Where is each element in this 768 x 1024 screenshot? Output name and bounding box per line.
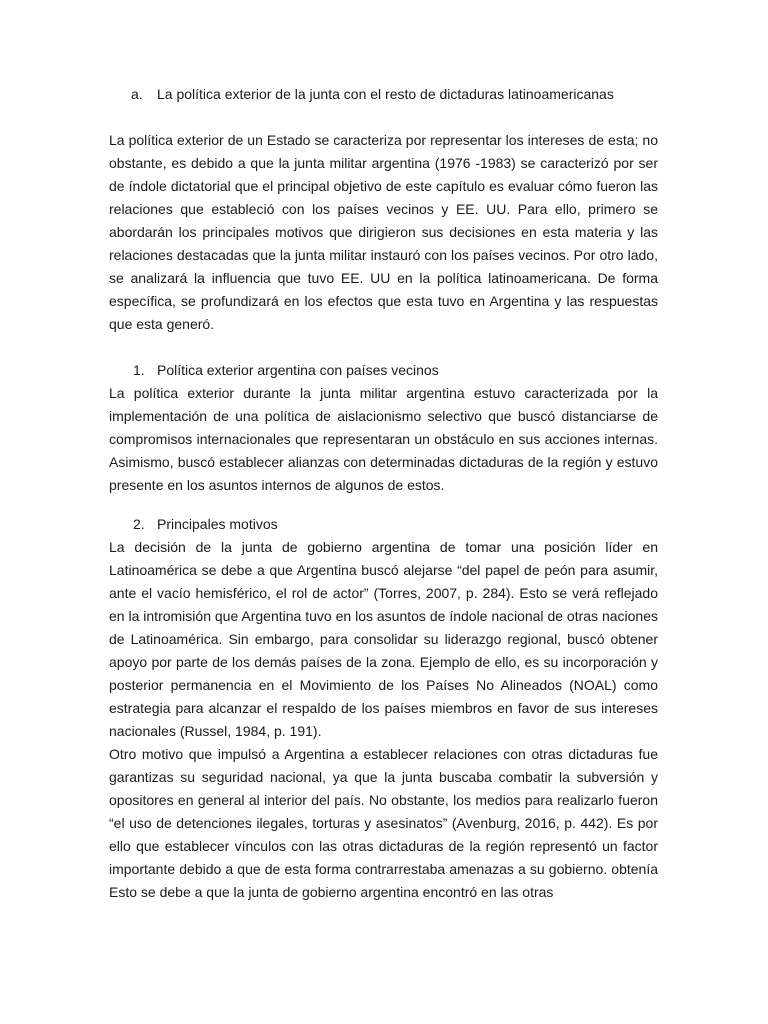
section-a-heading xyxy=(109,83,658,106)
section-a-marker: a. xyxy=(131,86,143,102)
section-2-paragraph-2: Otro motivo que impulsó a Argentina a establecer relaciones con otras dictaduras fue garantizas su seguridad nacional, ya que la junta buscaba combatir la subversión y opositores en general al interior del país. No obstante, los medios para realizarlo fueron “el uso de detenciones ilegales, torturas y asesinatos” (Avenburg, 2016, p. 442). Es por ello que establecer vínculos con las otras dictaduras de la región representó un factor importante debido a que de esta forma contrarrestaba amenazas a su gobierno. obtenía Esto se debe a que la junta de gobierno argentina encontró en las otras xyxy=(109,746,658,900)
intro-paragraph: La política exterior de un Estado se caracteriza por representar los intereses de esta; no obstante, es debido a que la junta militar argentina (1976 -1983) se caracterizó por ser de índole dictatorial que el principal objetivo de este capítulo es evaluar cómo fueron las relaciones que estableció con los países vecinos y EE. UU. Para ello, primero se abordarán los principales motivos que dirigieron sus decisiones en esta materia y las relaciones destacadas que la junta militar instauró con los países vecinos. Por otro lado, se analizará la influencia que tuvo EE. UU en la política latinoamericana. De forma específica, se profundizará en los efectos que esta tuvo en Argentina y las respuestas que esta generó. xyxy=(109,132,658,332)
section-1-heading xyxy=(109,359,658,382)
section-1-marker: 1. xyxy=(133,362,145,378)
document-page xyxy=(109,83,658,904)
spacer xyxy=(109,106,658,129)
section-2-paragraph-1: La decisión de la junta de gobierno argentina de tomar una posición líder en Latinoamérica se debe a que Argentina buscó alejarse “del papel de peón para asumir, ante el vacío hemisférico, el rol de actor” (Torres, 2007, p. 284). Esto se verá reflejado en la intromisión que Argentina tuvo en los asuntos de índole nacional de otras naciones de Latinoamérica. Sin embargo, para consolidar su liderazgo regional, buscó obtener apoyo por parte de los demás países de la zona. Ejemplo de ello, es su incorporación y posterior permanencia en el Movimiento de los Países No Alineados (NOAL) como estrategia para alcanzar el respaldo de los países miembros en favor de sus intereses nacionales (Russel, 1984, p. 191). xyxy=(109,539,658,739)
spacer xyxy=(109,497,658,513)
section-1-title: Política exterior argentina con países vecinos xyxy=(157,362,439,378)
section-2-title: Principales motivos xyxy=(157,516,278,532)
section-2-marker: 2. xyxy=(133,516,145,532)
section-1-paragraph: La política exterior durante la junta militar argentina estuvo caracterizada por la implementación de una política de aislacionismo selectivo que buscó distanciarse de compromisos internacionales que representaran un obstáculo en sus acciones internas. Asimismo, buscó establecer alianzas con determinadas dictaduras de la región y estuvo presente en los asuntos internos de algunos de estos. xyxy=(109,385,658,493)
section-a-title: La política exterior de la junta con el resto de dictaduras latinoamericanas xyxy=(157,86,614,102)
section-2-heading xyxy=(109,513,658,536)
spacer xyxy=(109,336,658,359)
